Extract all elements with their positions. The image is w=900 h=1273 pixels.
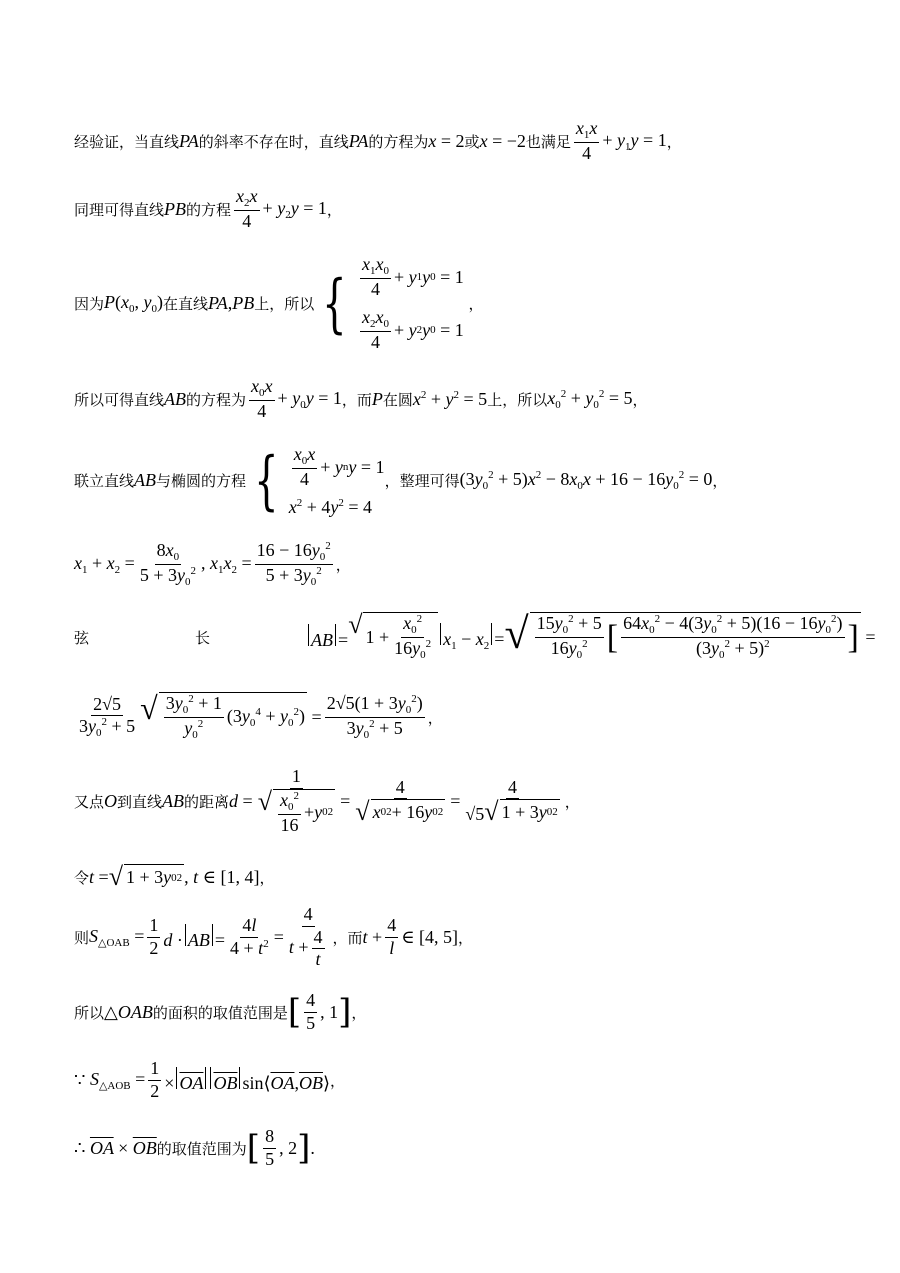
text: 联立直线 bbox=[74, 472, 135, 491]
text: 上，所以 bbox=[254, 295, 315, 314]
line-3: 因为 $P(x_0$, $y_0$) 在直线 PA,PB 上，所以 { $\frac{x_1x_0}{4}$ + y 1 y 0 = 1 $\frac{x_2x_0}{4}$ + y 2 y 0 = 1 ， bbox=[74, 254, 484, 352]
line-1: 经验证，当直线 PA 的斜率不存在时，直线 PA 的方程为 x = 2 或 x = −2 也满足 $\frac{x_1x}{4}$ + $y_1y = 1$ ， bbox=[74, 118, 682, 164]
text: 令 bbox=[74, 868, 90, 887]
line-14: ∴ $\overline{OA} \times \overline{OB}$ 的取值范围为 [ $\frac{8}{5}$ , 2 ] . bbox=[74, 1126, 315, 1169]
line-6: $x_1 + x_2$ = $\frac{8x_0}{5 + 3y_0^2}$ , $x_1x_2$ = $\frac{16 - 16y_0^2}{5 + 3y_0^2}$ ， bbox=[74, 540, 351, 589]
line-9: 又点 O 到直线 AB 的距离 d = 1 √ $\frac{x_0^2}{16}$ + y 0 2 = 4 √ x 0 2 + 16 y 0 2 = 4 √5 √ 1 + 3 y 0 2 ， bbox=[74, 766, 580, 835]
text: 所以 bbox=[74, 1003, 105, 1022]
text: 因为 bbox=[74, 295, 105, 314]
text: 的方程为 bbox=[368, 132, 429, 151]
line-10: 令 t = √ 1 + 3 y 0 2 , t ∈ [1, 4] ， bbox=[74, 862, 275, 891]
text: 到直线 bbox=[117, 792, 163, 811]
text: ，而 bbox=[332, 928, 363, 947]
text: 又点 bbox=[74, 792, 105, 811]
text: 的方程为 bbox=[186, 390, 247, 409]
line-11: 则 $S_{\triangle OAB}$ = $\frac{1}{2}$ d · AB = $\frac{4l}{4 + t^2}$ = 4 t + $\frac{4}{t}$ ，而 t + $\frac{4}{l}$ ∈ [4, 5] ， bbox=[74, 904, 474, 970]
text: 同理可得直线 bbox=[74, 200, 165, 219]
line-4: 所以可得直线 AB 的方程为 $\frac{x_0x}{4}$ + $y_0y = 1$ ，而 P 在圆 $x^2 + y^2 = 5$ 上，所以 $x_0^2 + y_0^2 = 5$ ， bbox=[74, 376, 648, 422]
line-7: 弦 长 AB = √ 1 + $\frac{x_0^2}{16y_0^2}$ $x_1 - x_2$ = √ $\frac{15y_0^2 + 5}{16y_0^2}$ [ $\frac{64x_0^2 - 4(3y_0^2 + 5)(16 - 16y_0^2)}{(3y_0^2 + 5)^2}$ ] = bbox=[74, 609, 876, 662]
text: 的距离 bbox=[184, 792, 230, 811]
text: 所以可得直线 bbox=[74, 390, 165, 409]
text: 的斜率不存在时，直线 bbox=[198, 132, 349, 151]
line-13: ∵ $S_{\triangle AOB}$ = $\frac{1}{2}$ × $\overline{OA}$ $\overline{OB}$ $\sin⟨\overline{OA},\overline{OB}⟩$ ， bbox=[74, 1058, 346, 1101]
line-5: 联立直线 AB 与椭圆的方程 { $\frac{x_0x}{4}$ + y n y = 1 $x^2 + 4y^2 = 4$ ，整理可得 $(3y_0^2 + 5)x^2 - 8x_0x + 16 - 16y_0^2 = 0$ ， bbox=[74, 443, 728, 518]
text: 在圆 bbox=[382, 390, 413, 409]
text: 经验证，当直线 bbox=[74, 132, 180, 151]
text: 的方程 bbox=[186, 200, 232, 219]
text: ，整理可得 bbox=[384, 472, 460, 491]
text: ，而 bbox=[341, 390, 372, 409]
line-8: $\frac{2√5}{3y_0^2 + 5}$ √ $\frac{3y_0^2 + 1}{y_0^2}$ $(3y_0^4 + y_0^2)$ = $\frac{2√5(1 + 3y_0^2)}{3y_0^2 + 5}$ ， bbox=[79, 690, 443, 742]
line-12: 所以 △OAB 的面积的取值范围是 [ $\frac{4}{5}$ , 1 ] ， bbox=[74, 990, 367, 1033]
text: 在直线 bbox=[163, 295, 209, 314]
text: 或 bbox=[464, 132, 480, 151]
text: 与椭圆的方程 bbox=[156, 472, 247, 491]
text: 的面积的取值范围是 bbox=[152, 1003, 288, 1022]
text: 的取值范围为 bbox=[156, 1139, 247, 1158]
text: 则 bbox=[74, 928, 90, 947]
line-2: 同理可得直线 PB 的方程 $\frac{x_2x}{4}$ + $y_2y = 1$ ， bbox=[74, 186, 342, 232]
text: 上，所以 bbox=[487, 390, 548, 409]
text: 长 bbox=[195, 628, 211, 647]
text: 也满足 bbox=[525, 132, 571, 151]
text: 弦 bbox=[74, 628, 90, 647]
